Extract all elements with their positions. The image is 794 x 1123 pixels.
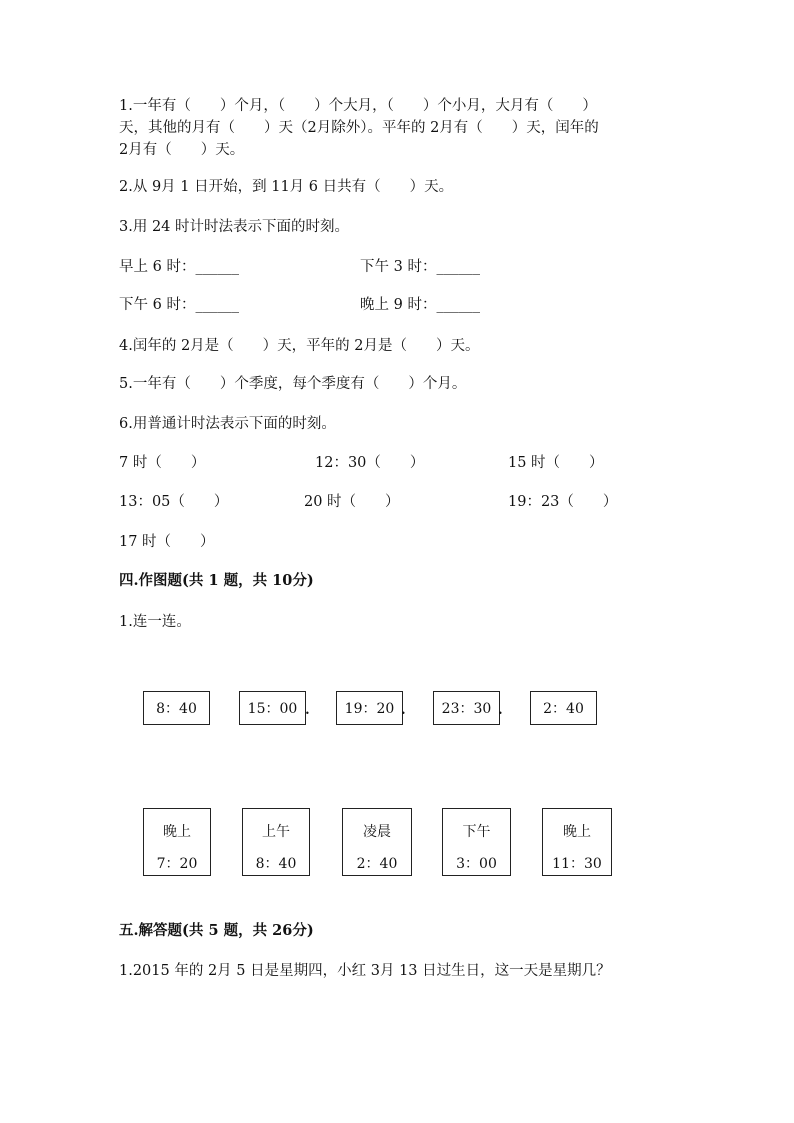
q1-line1: 1.一年有（ ）个月，（ ）个大月，（ ）个小月，大月有（ ） xyxy=(119,98,597,114)
period-label: 上午 xyxy=(262,824,290,840)
q1-line3: 2月有（ ）天。 xyxy=(119,142,245,158)
q6-item: 12：30（ ） xyxy=(315,455,425,471)
period-label: 下午 xyxy=(462,824,491,840)
section4-q1: 1.连一连。 xyxy=(119,614,191,630)
period-box-bottom[interactable] xyxy=(342,808,412,876)
period-time: 3：00 xyxy=(456,856,497,872)
section5-heading: 五.解答题(共 5 题，共 26分) xyxy=(119,922,314,939)
period-label: 晚上 xyxy=(163,824,191,840)
time-box-label: 2：40 xyxy=(543,701,584,717)
q4-text: 4.闰年的 2月是（ ）天，平年的 2月是（ ）天。 xyxy=(119,338,480,354)
q3-item-afternoon-3: 下午 3 时：______ xyxy=(360,259,480,275)
q2-text: 2.从 9月 1 日开始，到 11月 6 日共有（ ）天。 xyxy=(119,179,454,195)
time-box-top[interactable] xyxy=(433,691,500,725)
period-time: 11：30 xyxy=(552,856,602,872)
connector-dot: • xyxy=(305,709,310,718)
period-box-bottom[interactable] xyxy=(442,808,511,876)
q6-item: 20 时（ ） xyxy=(304,494,400,510)
period-time: 8：40 xyxy=(255,856,297,872)
time-box-label: 15：00 xyxy=(247,701,298,717)
time-box-label: 23：30 xyxy=(441,701,492,717)
time-box-top[interactable] xyxy=(239,691,306,725)
q6-text: 6.用普通计时法表示下面的时刻。 xyxy=(119,416,336,432)
q3-item-morning-6: 早上 6 时：______ xyxy=(119,259,239,275)
q3-item-afternoon-6: 下午 6 时：______ xyxy=(119,297,239,313)
section4-heading: 四.作图题(共 1 题，共 10分) xyxy=(119,572,314,589)
connector-dot: • xyxy=(401,709,406,718)
q6-item: 17 时（ ） xyxy=(119,534,215,550)
q6-item: 15 时（ ） xyxy=(508,455,604,471)
q3-text: 3.用 24 时计时法表示下面的时刻。 xyxy=(119,219,350,235)
time-box-top[interactable] xyxy=(530,691,597,725)
connector-dot: • xyxy=(498,709,503,718)
q6-item: 19：23（ ） xyxy=(508,494,618,510)
section5-q1: 1.2015 年的 2月 5 日是星期四，小红 3月 13 日过生日，这一天是星期几？ xyxy=(119,963,611,979)
period-label: 凌晨 xyxy=(363,824,391,840)
time-box-top[interactable] xyxy=(336,691,403,725)
time-box-label: 8：40 xyxy=(156,701,197,717)
period-box-bottom[interactable] xyxy=(542,808,612,876)
q6-item: 13：05（ ） xyxy=(119,494,229,510)
time-box-label: 19：20 xyxy=(344,701,395,717)
period-label: 晚上 xyxy=(563,824,591,840)
q6-item: 7 时（ ） xyxy=(119,455,206,471)
q1-line2: 天，其他的月有（ ）天（2月除外）。平年的 2月有（ ）天，闰年的 xyxy=(119,120,599,136)
period-time: 7：20 xyxy=(156,856,198,872)
q3-item-evening-9: 晚上 9 时：______ xyxy=(360,297,480,313)
q5-text: 5.一年有（ ）个季度，每个季度有（ ）个月。 xyxy=(119,376,467,392)
period-time: 2：40 xyxy=(356,856,398,872)
time-box-top[interactable] xyxy=(143,691,210,725)
period-box-bottom[interactable] xyxy=(143,808,211,876)
period-box-bottom[interactable] xyxy=(242,808,310,876)
